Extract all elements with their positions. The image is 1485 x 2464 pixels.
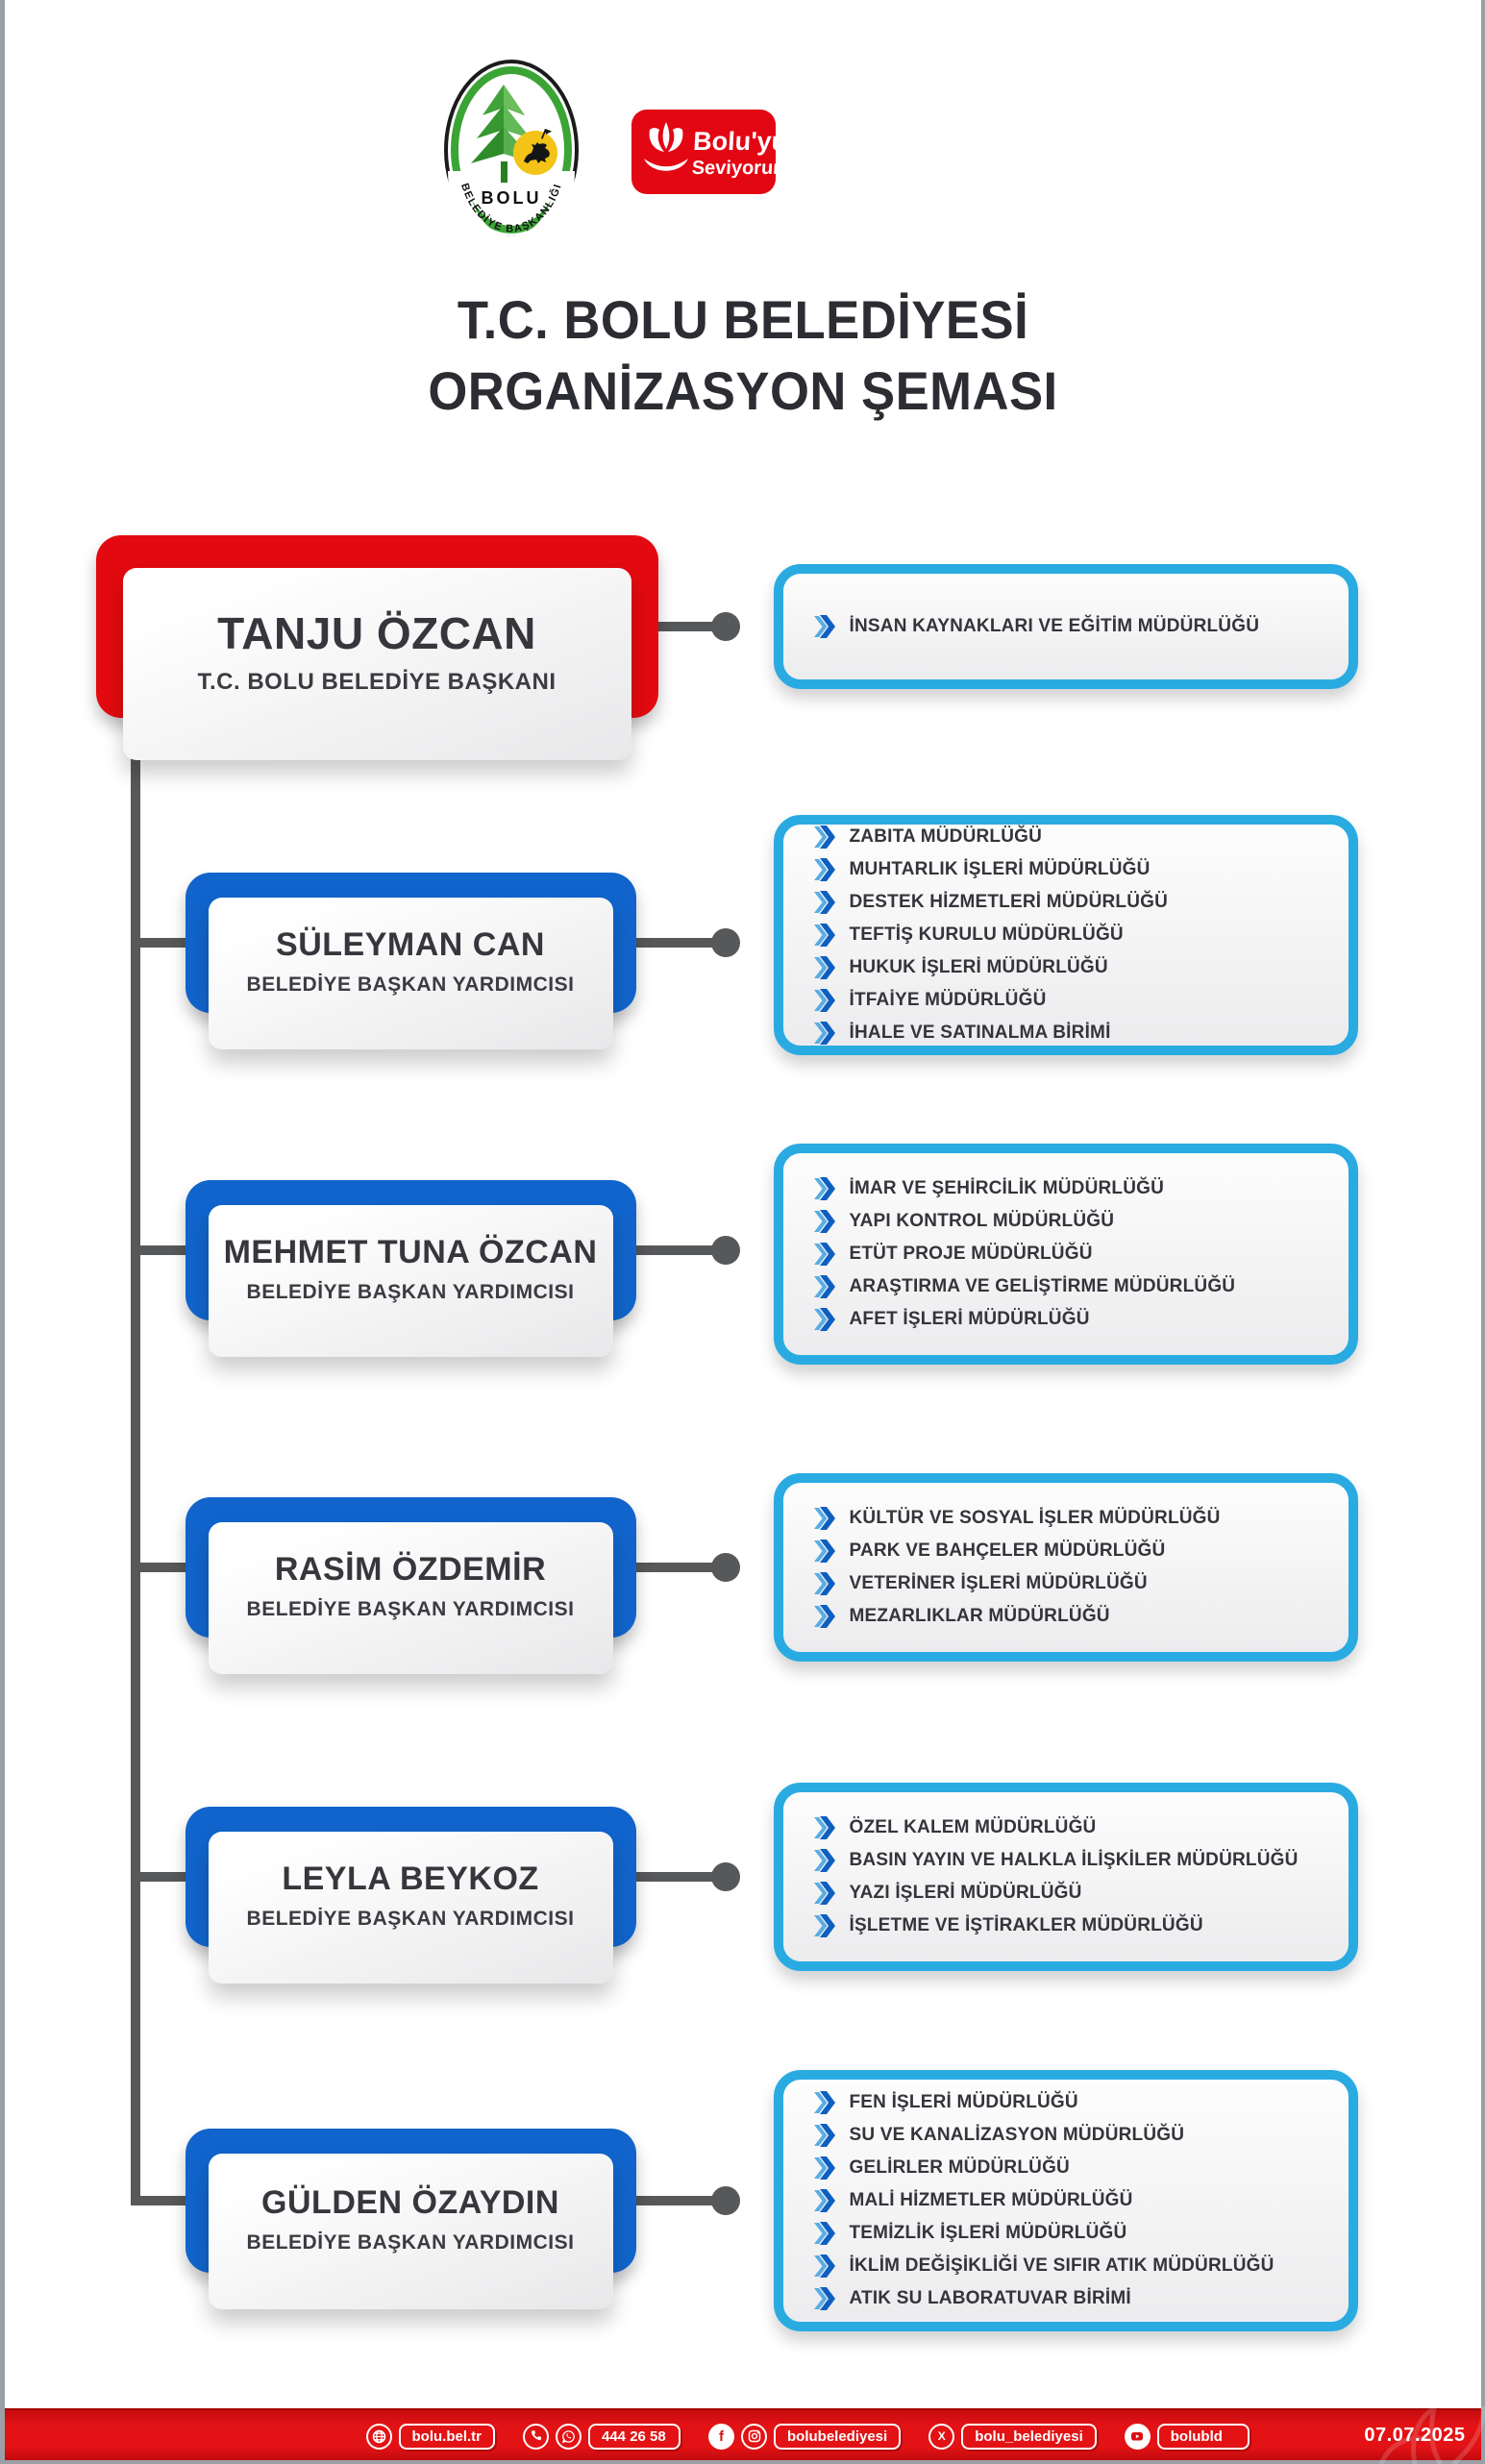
chevron-right-icon (814, 924, 834, 947)
unit-item (814, 1205, 1329, 1238)
person-role: BELEDİYE BAŞKAN YARDIMCISI (247, 2231, 575, 2255)
person-card (123, 568, 631, 760)
unit-list-president (774, 564, 1358, 689)
chevron-right-icon (814, 825, 834, 849)
seal-label: BOLU (481, 188, 541, 208)
person-role: BELEDİYE BAŞKAN YARDIMCISI (247, 973, 575, 997)
connector-dot (711, 928, 740, 957)
tulip-watermark-icon (1362, 2406, 1485, 2464)
deputy-box-1 (186, 873, 636, 1013)
phone-pill: 444 26 58 (588, 2424, 681, 2450)
page-title-line2: ORGANİZASYON ŞEMASI (49, 356, 1437, 427)
unit-label: SU VE KANALİZASYON MÜDÜRLÜĞÜ (850, 2125, 1185, 2146)
unit-list (814, 2086, 1329, 2315)
unit-label: KÜLTÜR VE SOSYAL İŞLER MÜDÜRLÜĞÜ (850, 1508, 1221, 1529)
unit-label: İKLİM DEĞİŞİKLİĞİ VE SIFIR ATIK MÜDÜRLÜĞÜ (850, 2255, 1275, 2277)
connector-dot (711, 612, 740, 641)
unit-item (814, 886, 1329, 919)
chevron-right-icon (814, 2189, 834, 2212)
person-card (209, 1205, 613, 1357)
unit-list-deputy-5 (774, 2070, 1358, 2331)
chevron-right-icon (814, 989, 834, 1012)
person-role: BELEDİYE BAŞKAN YARDIMCISI (247, 1598, 575, 1621)
unit-item (814, 610, 1329, 643)
chevron-right-icon (814, 891, 834, 914)
page-title (49, 284, 1437, 427)
bolu-municipality-seal-logo (442, 58, 582, 242)
unit-label: MUHTARLIK İŞLERİ MÜDÜRLÜĞÜ (850, 859, 1151, 880)
chevron-right-icon (814, 1022, 834, 1045)
unit-item (814, 2152, 1329, 2184)
unit-label: İŞLETME VE İŞTİRAKLER MÜDÜRLÜĞÜ (850, 1915, 1203, 1936)
unit-label: AFET İŞLERİ MÜDÜRLÜĞÜ (850, 1309, 1090, 1330)
unit-item (814, 1270, 1329, 1303)
person-role: T.C. BOLU BELEDİYE BAŞKANI (197, 669, 556, 696)
chevron-right-icon (814, 2222, 834, 2245)
unit-item (814, 1877, 1329, 1910)
date-label: 07.07.2025 (1364, 2425, 1465, 2447)
unit-list-deputy-3 (774, 1473, 1358, 1662)
unit-label: BASIN YAYIN VE HALKLA İLİŞKİLER MÜDÜRLÜĞÜ (850, 1850, 1299, 1871)
unit-item (814, 1535, 1329, 1567)
chevron-right-icon (814, 1605, 834, 1628)
unit-label: İTFAİYE MÜDÜRLÜĞÜ (850, 990, 1047, 1011)
connector-dot (711, 1862, 740, 1891)
unit-label: ATIK SU LABORATUVAR BİRİMİ (850, 2288, 1131, 2309)
chevron-right-icon (814, 1849, 834, 1872)
unit-label: DESTEK HİZMETLERİ MÜDÜRLÜĞÜ (850, 892, 1169, 913)
unit-label: ARAŞTIRMA VE GELİŞTİRME MÜDÜRLÜĞÜ (850, 1276, 1236, 1297)
unit-item (814, 2282, 1329, 2315)
president-box (96, 535, 658, 718)
connector-line (629, 1245, 723, 1255)
unit-list (814, 1172, 1329, 1336)
youtube-icon (1125, 2424, 1151, 2450)
phone-icon (523, 2424, 549, 2450)
youtube-pill: bolubld (1157, 2424, 1250, 2450)
unit-item (814, 2086, 1329, 2119)
unit-item (814, 2217, 1329, 2250)
unit-label: MALİ HİZMETLER MÜDÜRLÜĞÜ (850, 2190, 1133, 2211)
unit-item (814, 2184, 1329, 2217)
unit-label: HUKUK İŞLERİ MÜDÜRLÜĞÜ (850, 957, 1108, 978)
connector-dot (711, 1236, 740, 1265)
chevron-right-icon (814, 1914, 834, 1937)
unit-item (814, 1017, 1329, 1049)
unit-item (814, 984, 1329, 1017)
unit-list-deputy-2 (774, 1144, 1358, 1365)
chevron-right-icon (814, 1540, 834, 1563)
chevron-right-icon (814, 2255, 834, 2278)
unit-item (814, 1502, 1329, 1535)
chevron-right-icon (814, 1816, 834, 1839)
chevron-right-icon (814, 956, 834, 979)
chevron-right-icon (814, 1507, 834, 1530)
unit-item (814, 1303, 1329, 1336)
unit-item (814, 853, 1329, 886)
connector-line (629, 2196, 723, 2205)
unit-label: ZABITA MÜDÜRLÜĞÜ (850, 826, 1043, 848)
love-logo-line2: Seviyorum (691, 158, 790, 179)
chevron-right-icon (814, 1882, 834, 1905)
page-title-line1: T.C. BOLU BELEDİYESİ (49, 284, 1437, 356)
unit-item (814, 1567, 1329, 1600)
person-card (209, 898, 613, 1049)
unit-item (814, 2250, 1329, 2282)
unit-item (814, 951, 1329, 984)
unit-item (814, 821, 1329, 853)
unit-item (814, 1172, 1329, 1205)
unit-item (814, 1844, 1329, 1877)
unit-label: İHALE VE SATINALMA BİRİMİ (850, 1023, 1111, 1044)
connector-dot (711, 2186, 740, 2215)
globe-icon (366, 2424, 392, 2450)
deputy-box-4 (186, 1807, 636, 1947)
seal-arc-label: BELEDİYE BAŞKANLIĞI (458, 182, 564, 234)
unit-list (814, 610, 1329, 643)
organization-chart-poster (5, 0, 1481, 2460)
connector-line (629, 1872, 723, 1882)
chevron-right-icon (814, 615, 834, 638)
chevron-right-icon (814, 2156, 834, 2180)
unit-list-deputy-1 (774, 815, 1358, 1055)
unit-label: GELİRLER MÜDÜRLÜĞÜ (850, 2157, 1070, 2179)
deputy-box-3 (186, 1497, 636, 1638)
unit-label: VETERİNER İŞLERİ MÜDÜRLÜĞÜ (850, 1573, 1148, 1594)
chevron-right-icon (814, 1572, 834, 1595)
unit-item (814, 1910, 1329, 1942)
website-pill: bolu.bel.tr (399, 2424, 496, 2450)
connector-dot (711, 1553, 740, 1582)
chevron-right-icon (814, 1308, 834, 1331)
chevron-right-icon (814, 858, 834, 881)
deputy-box-5 (186, 2129, 636, 2273)
unit-label: YAPI KONTROL MÜDÜRLÜĞÜ (850, 1211, 1115, 1232)
unit-list-deputy-4 (774, 1783, 1358, 1971)
x-pill: bolu_belediyesi (961, 2424, 1097, 2450)
person-card (209, 1832, 613, 1984)
person-name: GÜLDEN ÖZAYDIN (261, 2184, 559, 2222)
instagram-icon (741, 2424, 767, 2450)
love-logo-line1: Bolu'yu (692, 127, 787, 156)
footer-contact-items (366, 2410, 1250, 2462)
unit-item (814, 1600, 1329, 1633)
whatsapp-icon (556, 2424, 582, 2450)
unit-label: MEZARLIKLAR MÜDÜRLÜĞÜ (850, 1606, 1110, 1627)
chevron-right-icon (814, 1275, 834, 1298)
unit-label: YAZI İŞLERİ MÜDÜRLÜĞÜ (850, 1883, 1082, 1904)
unit-label: ÖZEL KALEM MÜDÜRLÜĞÜ (850, 1817, 1097, 1838)
facebook-icon: f (708, 2424, 734, 2450)
unit-label: İMAR VE ŞEHİRCİLİK MÜDÜRLÜĞÜ (850, 1178, 1165, 1199)
person-name: MEHMET TUNA ÖZCAN (224, 1234, 598, 1271)
deputy-box-2 (186, 1180, 636, 1320)
unit-label: İNSAN KAYNAKLARI VE EĞİTİM MÜDÜRLÜĞÜ (850, 616, 1260, 637)
person-card (209, 1522, 613, 1674)
chevron-right-icon (814, 2287, 834, 2310)
person-name: TANJU ÖZCAN (217, 607, 536, 659)
unit-item (814, 919, 1329, 951)
chevron-right-icon (814, 1177, 834, 1200)
person-role: BELEDİYE BAŞKAN YARDIMCISI (247, 1281, 575, 1304)
unit-label: TEMİZLİK İŞLERİ MÜDÜRLÜĞÜ (850, 2223, 1127, 2244)
unit-label: ETÜT PROJE MÜDÜRLÜĞÜ (850, 1244, 1093, 1265)
connector-line (629, 1563, 723, 1572)
unit-label: PARK VE BAHÇELER MÜDÜRLÜĞÜ (850, 1540, 1166, 1562)
boluyu-seviyorum-logo (631, 110, 776, 194)
person-role: BELEDİYE BAŞKAN YARDIMCISI (247, 1908, 575, 1931)
unit-label: TEFTİŞ KURULU MÜDÜRLÜĞÜ (850, 924, 1124, 946)
unit-item (814, 2119, 1329, 2152)
chevron-right-icon (814, 1210, 834, 1233)
chevron-right-icon (814, 1243, 834, 1266)
unit-label: FEN İŞLERİ MÜDÜRLÜĞÜ (850, 2092, 1078, 2113)
chevron-right-icon (814, 2124, 834, 2147)
person-name: LEYLA BEYKOZ (282, 1860, 538, 1898)
connector-line (629, 938, 723, 948)
unit-item (814, 1811, 1329, 1844)
unit-item (814, 1238, 1329, 1270)
unit-list (814, 1502, 1329, 1633)
footer-bar (5, 2408, 1481, 2460)
unit-list (814, 1811, 1329, 1942)
person-name: SÜLEYMAN CAN (276, 926, 545, 964)
org-trunk-line (131, 750, 140, 2205)
x-twitter-icon: X (928, 2424, 954, 2450)
unit-list (814, 821, 1329, 1049)
chevron-right-icon (814, 2091, 834, 2114)
person-card (209, 2154, 613, 2309)
facebook-instagram-pill: bolubelediyesi (774, 2424, 901, 2450)
person-name: RASİM ÖZDEMİR (275, 1551, 546, 1589)
